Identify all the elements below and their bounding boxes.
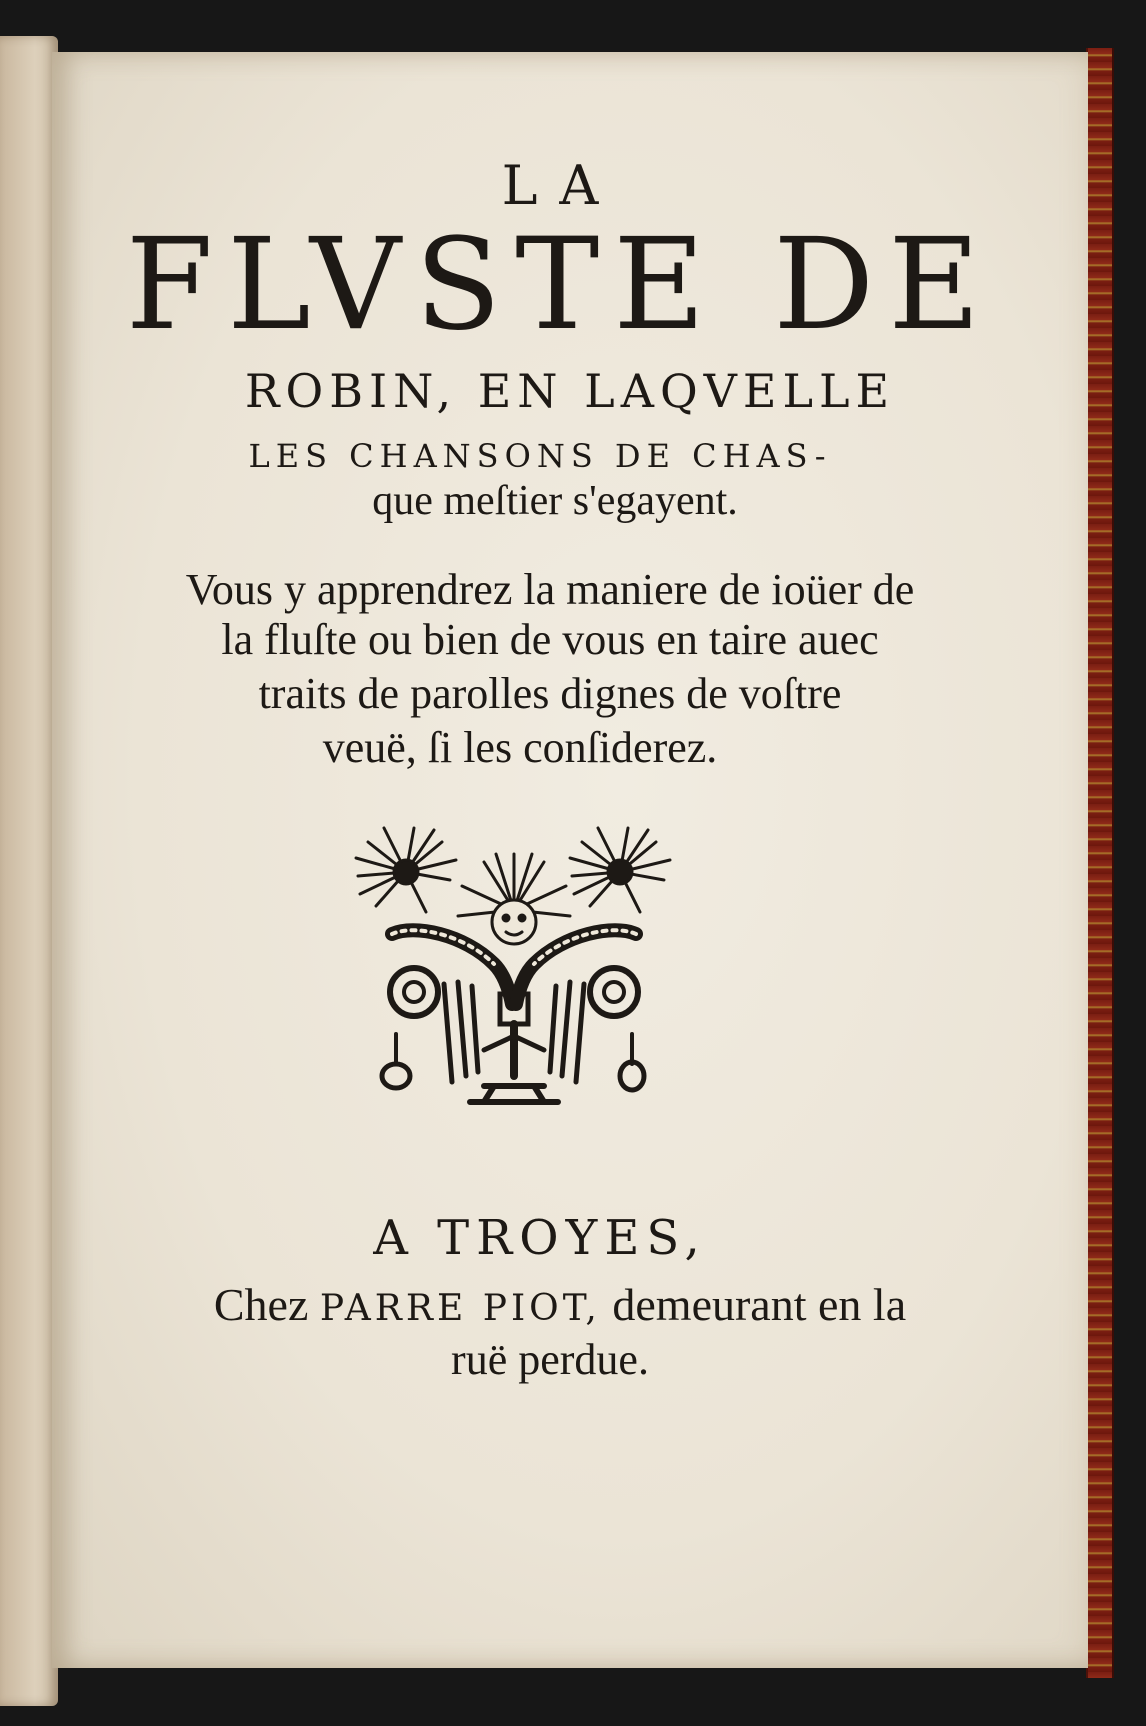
title-line-4: LES CHANSONS DE CHAS- [248, 437, 832, 475]
title-line-1: LA [501, 154, 621, 217]
imprint-printer-prefix: Chez [213, 1279, 309, 1330]
title-page [52, 52, 1088, 1668]
printer-woodcut-ornament-icon [344, 814, 684, 1124]
imprint-street: ruë perdue. [451, 1335, 649, 1384]
description-line-3: traits de parolles dignes de voſtre [258, 669, 842, 718]
title-line-5: que meſtier s'egayent. [372, 478, 738, 524]
description-line-4: veuë, ſi les conſiderez. [322, 723, 718, 772]
imprint-printer-name: PARRE PIOT, [319, 1288, 601, 1329]
title-line-3: ROBIN, EN LAQVELLE [244, 364, 896, 418]
leather-binding-edge [1086, 48, 1114, 1678]
imprint-printer-suffix: demeurant en la [612, 1279, 907, 1330]
description-line-1: Vous y apprendrez la maniere de ioüer de [185, 565, 915, 614]
title-line-2: FLVSTE DE [125, 211, 995, 358]
imprint-printer-line [42, 1278, 1078, 1331]
description-line-2: la fluſte ou bien de vous en taire auec [221, 615, 879, 664]
imprint-city: A TROYES, [373, 1210, 707, 1266]
